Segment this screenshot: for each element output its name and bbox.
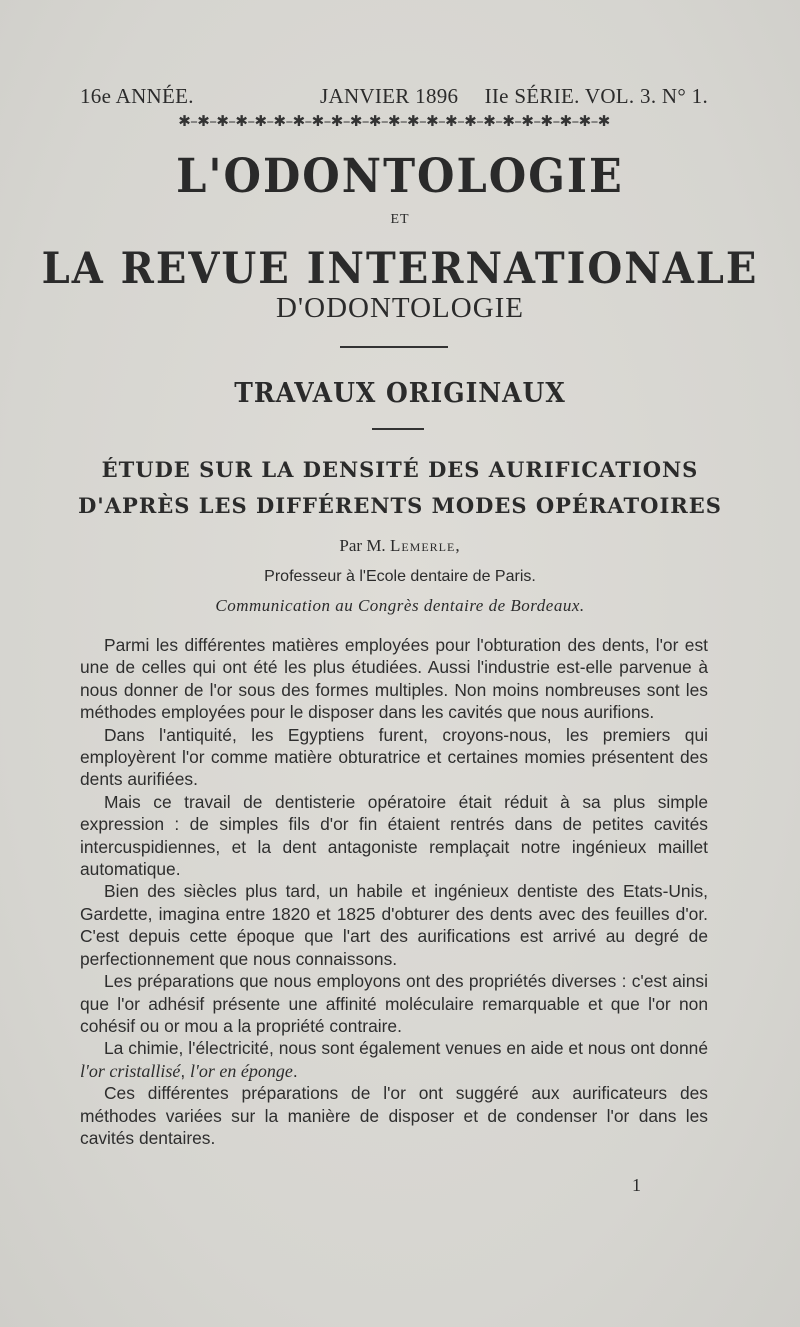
byline-prefix: Par M. bbox=[339, 536, 386, 555]
header-year: 16e ANNÉE. bbox=[80, 84, 194, 108]
page-number: 1 bbox=[632, 1175, 641, 1195]
communication-note: Communication au Congrès dentaire de Bordeaux. bbox=[215, 596, 585, 615]
journal-title-2: LA REVUE INTERNATIONALE bbox=[41, 243, 759, 294]
paragraph: Dans l'antiquité, les Egyptiens furent, croyons-nous, les premiers qui employèrent l'or comme matière obturatrice et certaines momies présentent des dents aurifiées. bbox=[80, 724, 708, 790]
article-title bbox=[0, 452, 800, 524]
italic-term: l'or en éponge bbox=[190, 1060, 293, 1081]
paragraph: Mais ce travail de dentisterie opératoire était réduit à sa plus simple expression : de simples fils d'or fin étaient rentrés dans de petites cavités intercuspidiennes, et la dent antagoniste remplaçait notre ingénieux maillet automatique. bbox=[80, 791, 708, 880]
paragraph: Ces différentes préparations de l'or ont suggéré aux aurificateurs des méthodes variées sur la manière de disposer et de condenser l'or dans les cavités dentaires. bbox=[80, 1083, 708, 1148]
article-title-line-2: D'APRÈS LES DIFFÉRENTS MODES OPÉRATOIRES bbox=[78, 493, 722, 518]
journal-title: L'ODONTOLOGIE bbox=[176, 150, 624, 204]
section-heading: TRAVAUX ORIGINAUX bbox=[234, 376, 566, 409]
byline bbox=[0, 536, 800, 556]
journal-subtitle: D'ODONTOLOGIE bbox=[275, 292, 525, 324]
journal-conjunction: ET bbox=[390, 212, 410, 227]
paragraph: Parmi les différentes matières employées pour l'obturation des dents, l'or est une de celles qui ont été les plus étudiées. Aussi l'industrie est-elle parvenue à nous donner de l'or sous des formes multiples. Non moins nombreuses sont les méthodes employées pour le disposer dans les cavités que nous aurifions. bbox=[80, 635, 708, 723]
author-name: Lemerle, bbox=[389, 536, 461, 555]
header-volume: IIe SÉRIE. VOL. 3. N° 1. bbox=[484, 84, 708, 108]
header-date: JANVIER 1896 bbox=[320, 84, 459, 108]
paragraph bbox=[80, 1037, 708, 1082]
article-title-line-1: ÉTUDE SUR LA DENSITÉ DES AURIFICATIONS bbox=[101, 457, 699, 482]
paragraph: Bien des siècles plus tard, un habile et ingénieux dentiste des Etats-Unis, Gardette, imagina entre 1820 et 1825 d'obturer des dents avec des feuilles d'or. C'est depuis cette époque que l'art des aurifications est arrivé au degré de perfectionnement que nous connaissons. bbox=[80, 881, 708, 969]
ornamental-rule: ✱–✱–✱–✱–✱–✱–✱–✱–✱–✱–✱–✱–✱–✱–✱–✱–✱–✱–✱–✱–✱–✱–✱ bbox=[178, 113, 610, 129]
divider bbox=[340, 346, 448, 348]
paragraph-text: La chimie, l'électricité, nous sont également venues en aide et nous ont donné bbox=[104, 1038, 708, 1059]
separator: , bbox=[180, 1060, 191, 1081]
author-affiliation: Professeur à l'Ecole dentaire de Paris. bbox=[264, 568, 536, 585]
italic-term: l'or cristallisé bbox=[80, 1060, 181, 1081]
article-body bbox=[80, 634, 708, 1149]
divider bbox=[372, 428, 424, 430]
period: . bbox=[292, 1060, 298, 1081]
paragraph: Les préparations que nous employons ont des propriétés diverses : c'est ainsi que l'or adhésif présente une affinité moléculaire remarquable et que l'or non cohésif ou or mou a la propriété contraire. bbox=[80, 971, 708, 1036]
